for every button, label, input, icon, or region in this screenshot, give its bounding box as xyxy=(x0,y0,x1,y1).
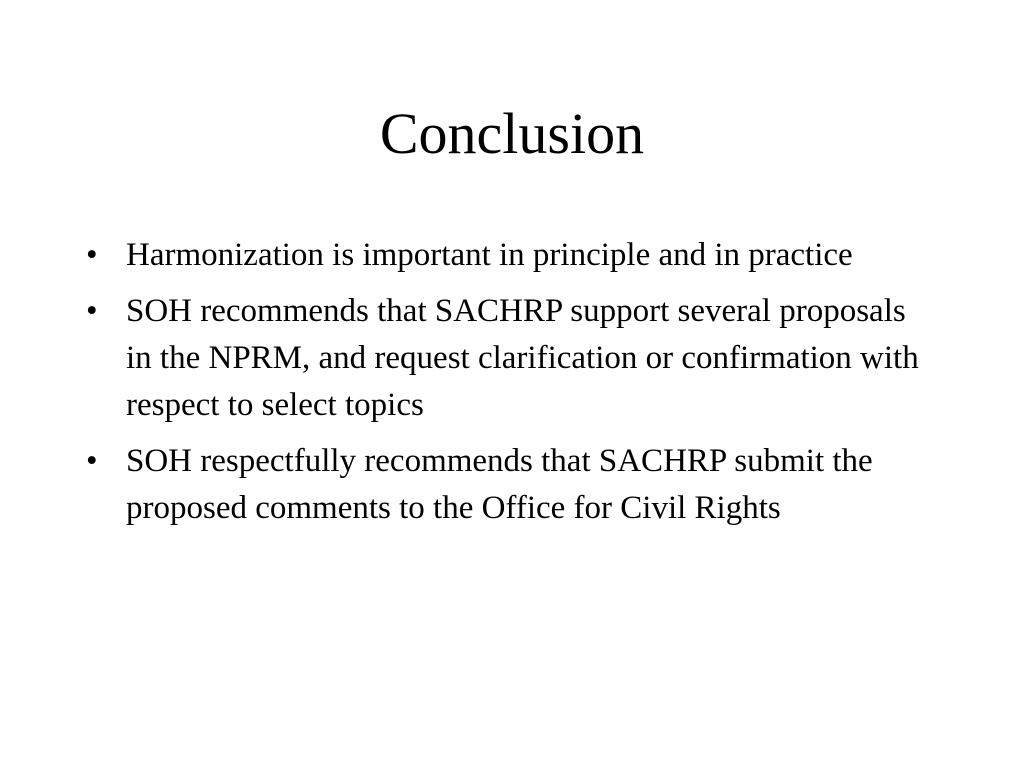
bullet-text: Harmonization is important in principle and in practice xyxy=(126,237,853,273)
bullet-item-submission xyxy=(84,438,924,532)
bullet-item-recommendation xyxy=(84,288,924,429)
slide-title: Conclusion xyxy=(379,101,645,166)
bullet-text: SOH recommends that SACHRP support several proposals in the NPRM, and request clarification or confirmation with respect to select topics xyxy=(126,293,919,423)
bullet-item-harmonization xyxy=(84,232,924,279)
bullet-list xyxy=(84,232,924,541)
bullet-marker: • xyxy=(86,443,98,479)
bullet-marker: • xyxy=(86,293,98,329)
bullet-marker: • xyxy=(86,237,98,273)
bullet-text: SOH respectfully recommends that SACHRP submit the proposed comments to the Office for Civil Rights xyxy=(126,443,873,526)
